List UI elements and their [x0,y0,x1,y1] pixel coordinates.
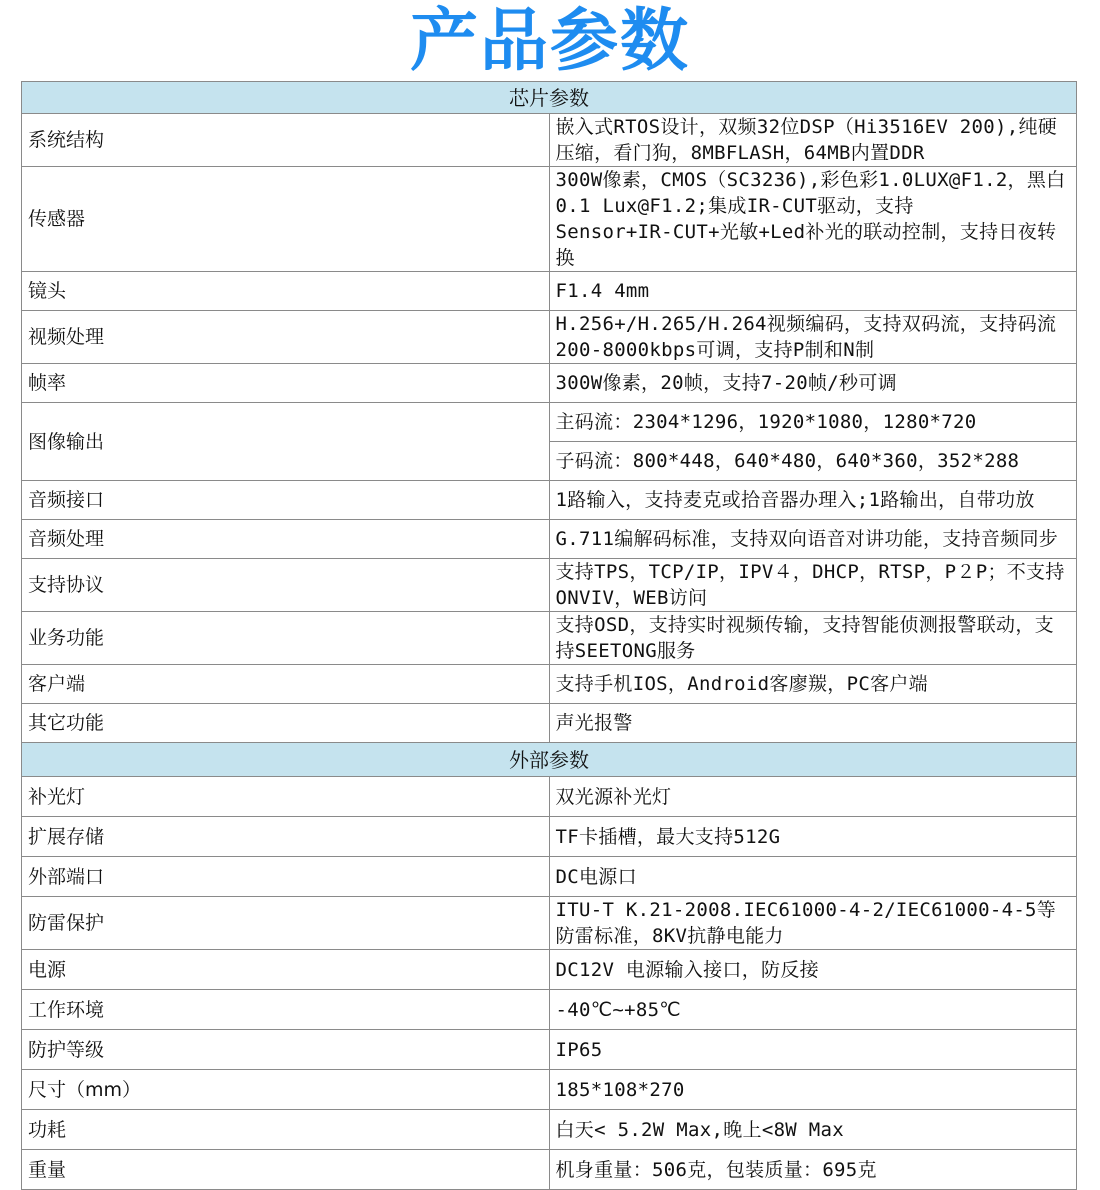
row-label: 业务功能 [22,612,550,665]
row-label: 镜头 [22,272,550,311]
row-value: ITU-T K.21-2008.IEC61000-4-2/IEC61000-4-5等防雷标准，8KV抗静电能力 [549,897,1077,950]
row-value: 185*108*270 [549,1070,1077,1110]
row-label: 传感器 [22,167,550,272]
table-row [22,520,1077,559]
row-value: IP65 [549,1030,1077,1070]
row-value: TF卡插槽，最大支持512G [549,817,1077,857]
row-label: 防雷保护 [22,897,550,950]
row-value: 嵌入式RTOS设计，双频32位DSP（Hi3516EV 200),纯硬压缩，看门狗，8MBFLASH，64MB内置DDR [549,114,1077,167]
row-label: 系统结构 [22,114,550,167]
table-row [22,311,1077,364]
table-row [22,704,1077,743]
row-label: 扩展存储 [22,817,550,857]
row-value: G.711编解码标准，支持双向语音对讲功能，支持音频同步 [549,520,1077,559]
section-title: 外部参数 [22,743,1077,777]
row-value: 300W像素，20帧，支持7-20帧/秒可调 [549,364,1077,403]
row-label: 音频接口 [22,481,550,520]
table-row [22,364,1077,403]
table-row [22,777,1077,817]
row-value: 子码流：800*448，640*480，640*360，352*288 [549,442,1077,481]
row-label: 补光灯 [22,777,550,817]
table-row [22,403,1077,442]
row-label: 支持协议 [22,559,550,612]
row-label: 其它功能 [22,704,550,743]
table-row [22,950,1077,990]
row-value: DC电源口 [549,857,1077,897]
row-value: 双光源补光灯 [549,777,1077,817]
table-row [22,817,1077,857]
table-row [22,1150,1077,1190]
table-row [22,1070,1077,1110]
row-value: DC12V 电源输入接口，防反接 [549,950,1077,990]
row-label: 重量 [22,1150,550,1190]
table-row [22,481,1077,520]
section-title: 芯片参数 [22,82,1077,114]
table-row [22,857,1077,897]
row-value: 白天< 5.2W Max,晚上<8W Max [549,1110,1077,1150]
row-value: 机身重量：506克，包装质量：695克 [549,1150,1077,1190]
spec-table [21,81,1077,1190]
row-value: H.256+/H.265/H.264视频编码，支持双码流，支持码流200-8000kbps可调，支持P制和N制 [549,311,1077,364]
table-row [22,559,1077,612]
row-value: 支持TPS，TCP/IP，IPV４，DHCP，RTSP，P２P；不支持ONVIV，WEB访问 [549,559,1077,612]
table-row [22,897,1077,950]
table-row [22,114,1077,167]
row-value: 主码流：2304*1296，1920*1080，1280*720 [549,403,1077,442]
row-label: 外部端口 [22,857,550,897]
row-value: 1路输入，支持麦克或拾音器办理入;1路输出，自带功放 [549,481,1077,520]
table-row [22,167,1077,272]
row-label: 工作环境 [22,990,550,1030]
row-value: -40℃~+85℃ [549,990,1077,1030]
table-row [22,272,1077,311]
table-row [22,990,1077,1030]
row-value-line: 300W像素，CMOS（SC3236),彩色彩1.0LUX@F1.2，黑白 0.1 Lux@F1.2;集成IR-CUT驱动，支持 [555,169,1066,217]
row-value: 声光报警 [549,704,1077,743]
row-label: 客户端 [22,665,550,704]
row-label: 功耗 [22,1110,550,1150]
table-row [22,612,1077,665]
table-row [22,1110,1077,1150]
section-header-chip [22,82,1077,114]
table-row [22,1030,1077,1070]
table-row [22,665,1077,704]
row-value: 支持OSD，支持实时视频传输，支持智能侦测报警联动，支持SEETONG服务 [549,612,1077,665]
row-value [549,167,1077,272]
row-label: 视频处理 [22,311,550,364]
row-value: F1.4 4mm [549,272,1077,311]
section-header-external [22,743,1077,777]
row-label: 帧率 [22,364,550,403]
page-title: 产品参数 [409,2,690,81]
row-label: 图像输出 [22,403,550,481]
row-label: 电源 [22,950,550,990]
row-label: 音频处理 [22,520,550,559]
row-value: 支持手机IOS，Android客廖羰，PC客户端 [549,665,1077,704]
row-label: 防护等级 [22,1030,550,1070]
row-label: 尺寸（mm） [22,1070,550,1110]
row-value-line: Sensor+IR-CUT+光敏+Led补光的联动控制，支持日夜转换 [555,221,1057,269]
